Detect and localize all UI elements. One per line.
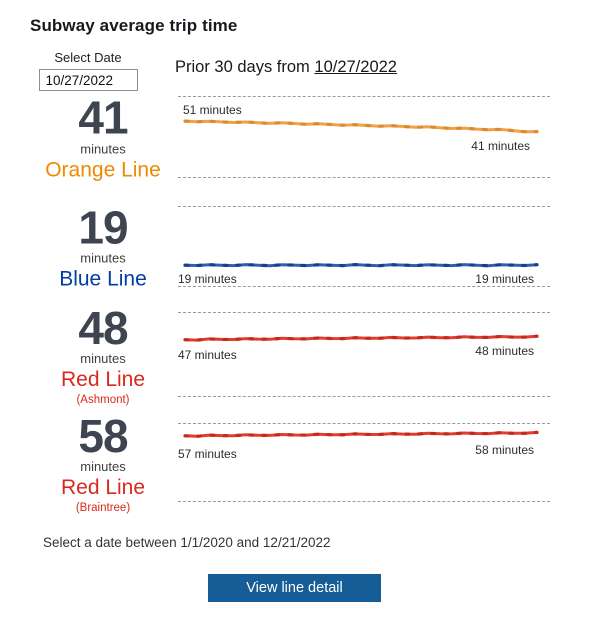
blue-line-sparkline-band bbox=[178, 206, 550, 287]
period-date: 10/27/2022 bbox=[314, 58, 397, 76]
spark-end-label: 41 minutes bbox=[471, 139, 530, 153]
orange-line-value: 41 bbox=[78, 91, 128, 144]
red-line-ashmont-name: Red Line bbox=[60, 368, 146, 392]
orange-line-unit: minutes bbox=[80, 141, 126, 157]
orange-line-row bbox=[0, 91, 600, 182]
red-line-braintree-sparkline-band bbox=[178, 423, 550, 502]
red-line-braintree-value: 58 bbox=[78, 409, 128, 462]
orange-line-sparkline bbox=[178, 97, 550, 177]
red-line-ashmont-row bbox=[0, 301, 600, 407]
page-title: Subway average trip time bbox=[30, 16, 238, 35]
period-heading bbox=[175, 58, 397, 77]
spark-end-label: 58 minutes bbox=[475, 443, 534, 457]
blue-line-name: Blue Line bbox=[59, 267, 147, 291]
red-line-braintree-row bbox=[0, 409, 600, 515]
date-picker-label: Select Date bbox=[54, 50, 122, 65]
red-line-ashmont-unit: minutes bbox=[80, 351, 126, 367]
blue-line-row bbox=[0, 201, 600, 291]
spark-end-label: 19 minutes bbox=[475, 272, 534, 286]
spark-end-label: 48 minutes bbox=[475, 344, 534, 358]
red-line-braintree-stat bbox=[28, 411, 178, 515]
blue-line-stat bbox=[28, 202, 178, 291]
red-line-braintree-branch: (Braintree) bbox=[75, 502, 131, 515]
red-line-ashmont-stat bbox=[28, 303, 178, 407]
period-prefix: Prior 30 days from bbox=[175, 58, 315, 76]
red-line-braintree-name: Red Line bbox=[60, 476, 146, 500]
orange-line-sparkline-band bbox=[178, 96, 550, 178]
date-picker bbox=[38, 50, 138, 91]
red-line-braintree-sparkline bbox=[178, 424, 550, 501]
date-range-footnote: Select a date between 1/1/2020 and 12/21/2022 bbox=[43, 535, 331, 550]
red-line-braintree-unit: minutes bbox=[80, 459, 126, 475]
spark-start-label: 51 minutes bbox=[183, 103, 242, 117]
red-line-ashmont-branch: (Ashmont) bbox=[76, 394, 130, 407]
orange-line-stat bbox=[28, 93, 178, 182]
blue-line-value: 19 bbox=[78, 201, 128, 254]
blue-line-unit: minutes bbox=[80, 250, 126, 266]
date-input[interactable] bbox=[39, 69, 138, 91]
spark-start-label: 19 minutes bbox=[178, 272, 237, 286]
red-line-ashmont-sparkline-band bbox=[178, 312, 550, 397]
orange-line-name: Orange Line bbox=[45, 158, 161, 182]
spark-start-label: 57 minutes bbox=[178, 447, 237, 461]
view-line-detail-button[interactable]: View line detail bbox=[208, 574, 381, 602]
red-line-ashmont-value: 48 bbox=[78, 301, 128, 354]
spark-start-label: 47 minutes bbox=[178, 348, 237, 362]
